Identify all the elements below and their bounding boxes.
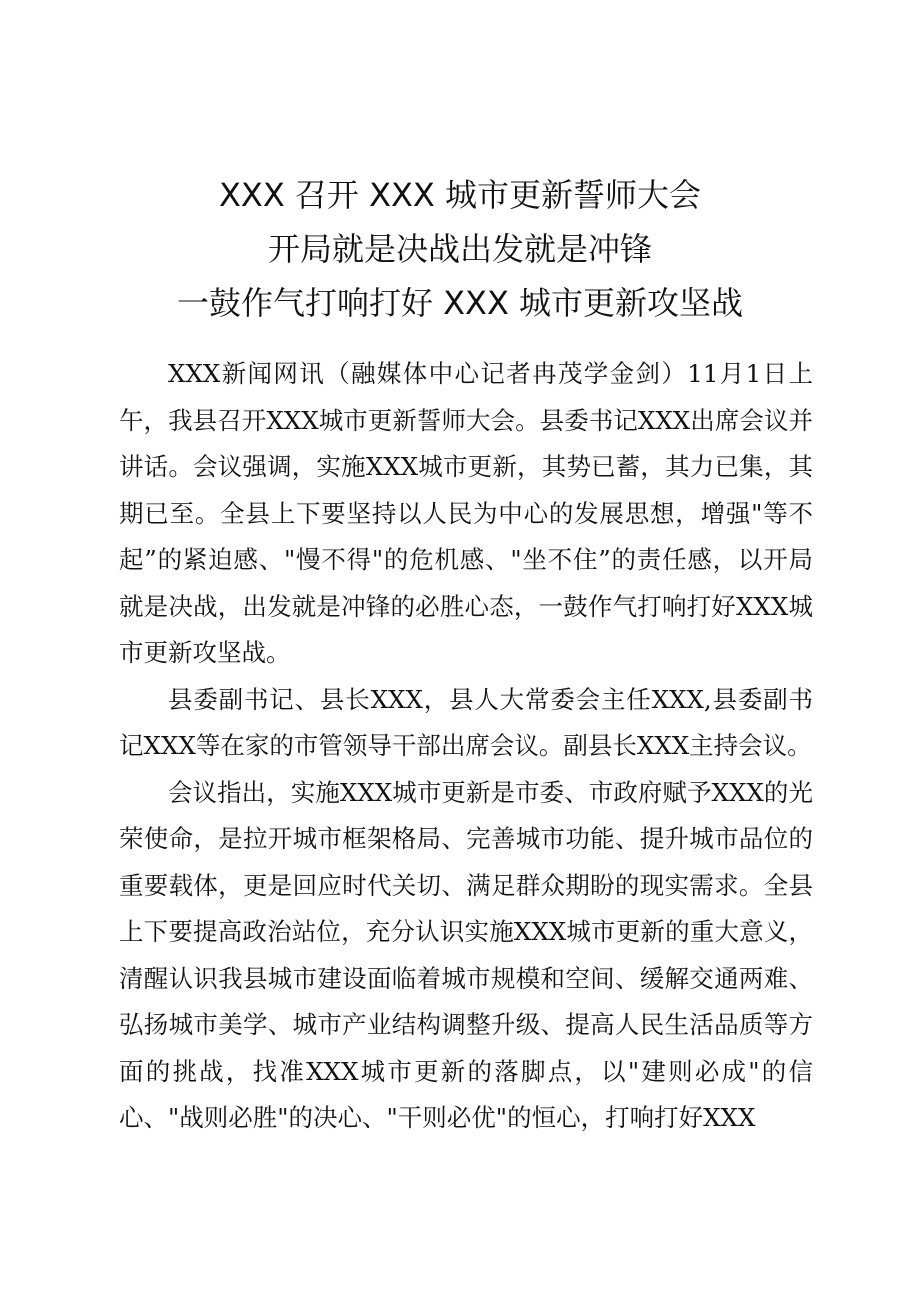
paragraph-attendees: 县委副书记、县长XXX，县人大常委会主任XXX,县委副书记XXX等在家的市管领导干部出席会议。副县长XXX主持会议。 — [119, 684, 813, 760]
document-title — [0, 168, 920, 330]
title-line-1: XXX 召开 XXX 城市更新誓师大会 — [218, 176, 702, 214]
paragraph-meeting-points: 会议指出，实施XXX城市更新是市委、市政府赋予XXX的光荣使命，是拉开城市框架格局、完善城市功能、提升城市品位的重要载体，更是回应时代关切、满足群众期盼的现实需求。全县上下要提高政治站位，充分认识实施XXX城市更新的重大意义，清醒认识我县城市建设面临着城市规模和空间、缓解交通两难、弘扬城市美学、城市产业结构调整升级、提高人民生活品质等方面的挑战，找准XXX城市更新的落脚点，以"建则必成"的信心、"战则必胜"的决心、"干则必优"的恒心，打响打好XXX — [119, 777, 813, 1132]
title-line-3: 一鼓作气打响打好 XXX 城市更新攻坚战 — [176, 284, 744, 322]
title-line-2: 开局就是决战出发就是冲锋 — [267, 230, 652, 268]
document-body — [119, 351, 813, 1142]
paragraph-lead: XXX新闻网讯（融媒体中心记者冉茂学金剑）11月1日上午，我县召开XXX城市更新誓师大会。县委书记XXX出席会议并讲话。会议强调，实施XXX城市更新，其势已蓄，其力已集，其期已至。全县上下要坚持以人民为中心的发展思想，增强"等不起”的紧迫感、"慢不得"的危机感、"坐不住”的责任感，以开局就是决战，出发就是冲锋的必胜心态，一鼓作气打响打好XXX城市更新攻坚战。 — [119, 359, 813, 667]
